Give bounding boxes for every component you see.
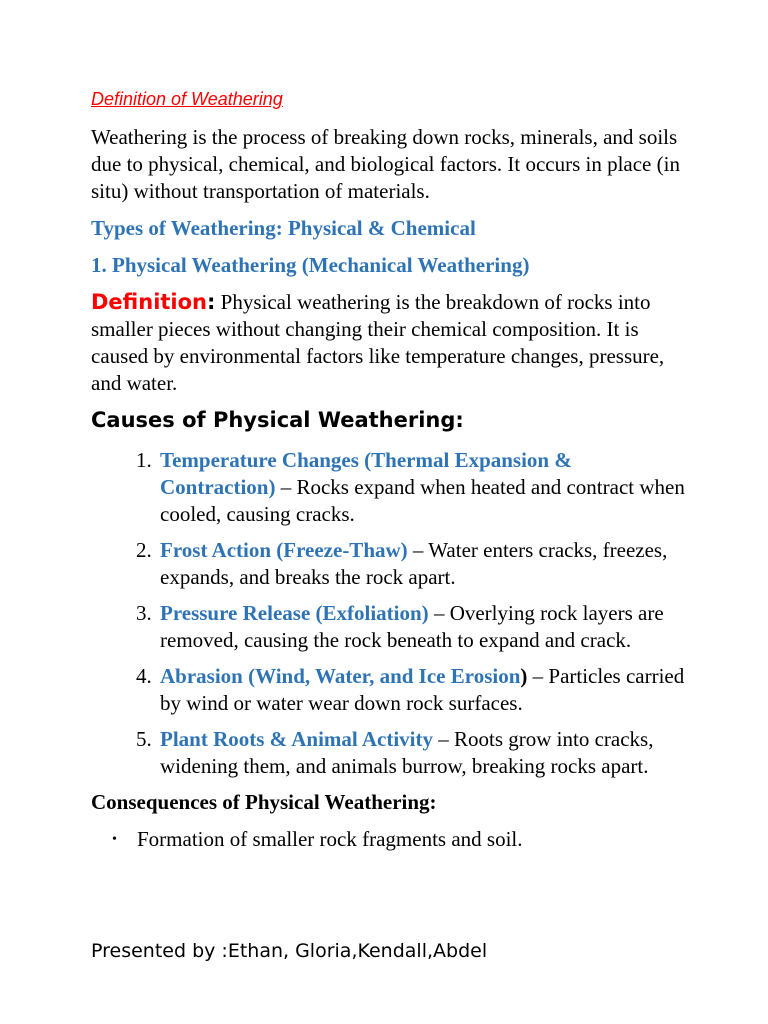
bullet-icon: •	[112, 832, 117, 847]
cause-number: 3.	[136, 601, 152, 625]
cause-number: 5.	[136, 727, 152, 751]
causes-list	[91, 447, 691, 780]
consequence-text: Formation of smaller rock fragments and soil.	[137, 827, 523, 851]
consequences-list	[91, 826, 691, 853]
definition-label: Definition	[91, 290, 208, 314]
cause-item	[91, 600, 691, 654]
cause-item	[91, 663, 691, 717]
cause-title: Plant Roots & Animal Activity	[160, 727, 433, 751]
definition-text: Physical weathering is the breakdown of rocks into smaller pieces without changing their chemical composition. It is caused by environmental factors like temperature changes, pressure, and water.	[91, 290, 665, 395]
cause-item	[91, 726, 691, 780]
cause-title: Frost Action (Freeze-Thaw)	[160, 538, 408, 562]
presented-by-footer: Presented by :Ethan, Gloria,Kendall,Abdel	[91, 940, 488, 962]
cause-number: 4.	[136, 664, 152, 688]
cause-text: – Roots grow into cracks, widening them, and animals burrow, breaking rocks apart.	[160, 727, 654, 778]
types-heading: Types of Weathering: Physical & Chemical	[91, 216, 476, 240]
cause-text: – Overlying rock layers are removed, causing the rock beneath to expand and crack.	[160, 601, 664, 652]
physical-weathering-heading: 1. Physical Weathering (Mechanical Weathering)	[91, 253, 530, 277]
consequences-heading: Consequences of Physical Weathering:	[91, 790, 437, 814]
cause-title: Pressure Release (Exfoliation)	[160, 601, 429, 625]
cause-text: – Water enters cracks, freezes, expands, and breaks the rock apart.	[160, 538, 668, 589]
cause-text: – Particles carried by wind or water wear down rock surfaces.	[160, 664, 685, 715]
causes-heading: Causes of Physical Weathering:	[91, 408, 464, 432]
cause-title: Temperature Changes (Thermal Expansion & Contraction)	[160, 448, 572, 499]
definition-colon: :	[207, 290, 216, 314]
cause-item	[91, 537, 691, 591]
intro-paragraph: Weathering is the process of breaking down rocks, minerals, and soils due to physical, chemical, and biological factors. It occurs in place (in situ) without transportation of materials.	[91, 125, 680, 203]
document-page	[91, 86, 691, 853]
document-title: Definition of Weathering	[91, 89, 283, 109]
cause-number: 2.	[136, 538, 152, 562]
cause-item	[91, 447, 691, 528]
cause-title-suffix: )	[520, 664, 528, 688]
cause-text: – Rocks expand when heated and contract when cooled, causing cracks.	[160, 475, 685, 526]
cause-number: 1.	[136, 448, 152, 472]
definition-paragraph	[91, 289, 691, 397]
consequence-item	[91, 826, 691, 853]
cause-title: Abrasion (Wind, Water, and Ice Erosion	[160, 664, 521, 688]
